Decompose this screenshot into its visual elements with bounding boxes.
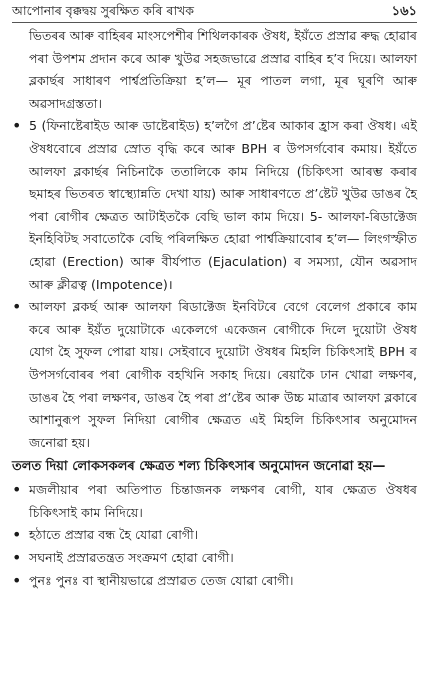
intro-paragraph: ভিতৰৰ আৰু বাহিৰৰ মাংসপেশীৰ শিথিলকাৰক ঔষধ, ইয়ঁতে প্ৰস্ৰাৱ ৰুদ্ধ হোৱাৰ পৰা উপশম প্ৰদান কৰে আৰু খুউৱ সহজভাৱে প্ৰস্ৰাৱ বাহিৰ হ’ব দিয়ে। আলফা ব্লকাৰ্ছৰ সাধাৰণ পাৰ্শ্বপ্ৰতিক্ৰিয়া হ’ল— মূৰ পাতল লগা, মূৰ ঘূৰণি আৰু অৱসাদগ্ৰস্ততা। (29, 28, 417, 111)
list-item-text: মজলীয়াৰ পৰা অতিপাত চিন্তাজনক লক্ষণৰ ৰোগী, যাৰ ক্ষেত্ৰত ঔষধৰ চিকিৎসাই কাম নিদিয়ে। (29, 482, 417, 520)
running-title: আপোনাৰ বৃক্কদ্বয় সুৰক্ষিত কৰি ৰাখক (12, 3, 195, 18)
list-item (12, 524, 417, 547)
list-item-text: আলফা ব্লকৰ্ছ আৰু আলফা ৰিডাক্টেজ ইনবিটৰে বেগে বেলেগ প্ৰকাৰে কাম কৰে আৰু ইয়ঁত দুয়োটাকে একেলগে একেজন ৰোগীকে দিলে দুয়োটা ঔষধ যোগ হৈ সুফল পোৱা যায়। সেইবাবে দুয়োটা ঔষধৰ মিহলি চিকিৎসাই BPH ৰ উপসৰ্গবোৰৰ পৰা ৰোগীক বহখিনি সকাহ দিয়ে। ৰেয়াকৈ ঢান খোৱা লক্ষণৰ, ডাঙৰ হৈ পৰা লক্ষণৰ, ডাঙৰ হৈ পৰা প্ৰ’ষ্টেৰ আৰু উচ্চ মাত্ৰাৰ আলফা ব্লকাৰে আশানুৰূপ সুফল নিদিয়া ৰোগীৰ ক্ষেত্ৰত এই মিহলি চিকিৎসাৰ অনুমোদন জনোৱা হয়। (29, 299, 417, 450)
bullet-icon: • (12, 570, 22, 590)
list-item (12, 115, 417, 296)
running-header (12, 2, 417, 23)
list-item (12, 296, 417, 454)
page-number: ১৬১ (391, 4, 417, 19)
list-item-text: পুনঃ পুনঃ বা স্থানীয়ভাৱে প্ৰস্ৰাৱত তেজ যোৱা ৰোগী। (29, 572, 294, 588)
list-item-text: সঘনাই প্ৰস্ৰাৱতন্ত্ৰত সংক্ৰমণ হোৱা ৰোগী। (29, 550, 234, 566)
drug-bullet-list (12, 115, 417, 454)
list-item (12, 479, 417, 524)
bullet-icon: • (12, 297, 22, 317)
bullet-icon: • (12, 548, 22, 568)
surgery-indication-list (12, 479, 417, 592)
list-item-text: হঠাতে প্ৰস্ৰাৱ বন্ধ হৈ যোৱা ৰোগী। (29, 527, 199, 543)
list-item (12, 547, 417, 570)
section-heading: তলত দিয়া লোকসকলৰ ক্ষেত্ৰত শল্য চিকিৎসাৰ অনুমোদন জনোৱা হয়— (12, 459, 386, 475)
page-body (12, 25, 417, 592)
list-item-text: 5 (ফিনাষ্টেৰাইড আৰু ডাষ্টেৰাইড) হ’লগৈ প্ৰ’ষ্টেৰ আকাৰ হ্ৰাস কৰা ঔষধ। এই ঔষধবোৰে প্ৰস্ৰাৱ স্ৰোত বৃদ্ধি কৰে আৰু BPH ৰ উপসৰ্গবোৰ কমায়। ইয়ঁতে আলফা ব্লকাৰ্ছৰ নিচিনাকৈ ততালিকে কাম নিদিয়ে (চিকিৎসা আৰম্ভ কৰাৰ ছমাহৰ ভিতৰত স্বাস্থ্যোন্নতি দেখা যায়) আৰু সাধাৰণতে প্ৰ’ষ্টেট খুউৱ ডাঙৰ হৈ পৰা ৰোগীৰ ক্ষেত্ৰত আটাইতকৈ বেছি ভাল কাম দিয়ে। 5- আলফা-ৰিডাক্টেজ ইনহিবিটছ সবাতোকৈ বেছি পৰিলক্ষিত হোৱা পাৰ্শ্বক্ৰিয়াবোৰ হ’ল— লিংগস্ফীত হোৱা (Erection) আৰু বীৰ্যপাত (Ejaculation) ৰ সমস্যা, যৌন অৱসাদ আৰু ক্লীৱত্ব (Impotence)। (29, 118, 417, 292)
list-item (12, 570, 417, 593)
bullet-icon: • (12, 525, 22, 545)
bullet-icon: • (12, 480, 22, 500)
bullet-icon: • (12, 116, 22, 136)
